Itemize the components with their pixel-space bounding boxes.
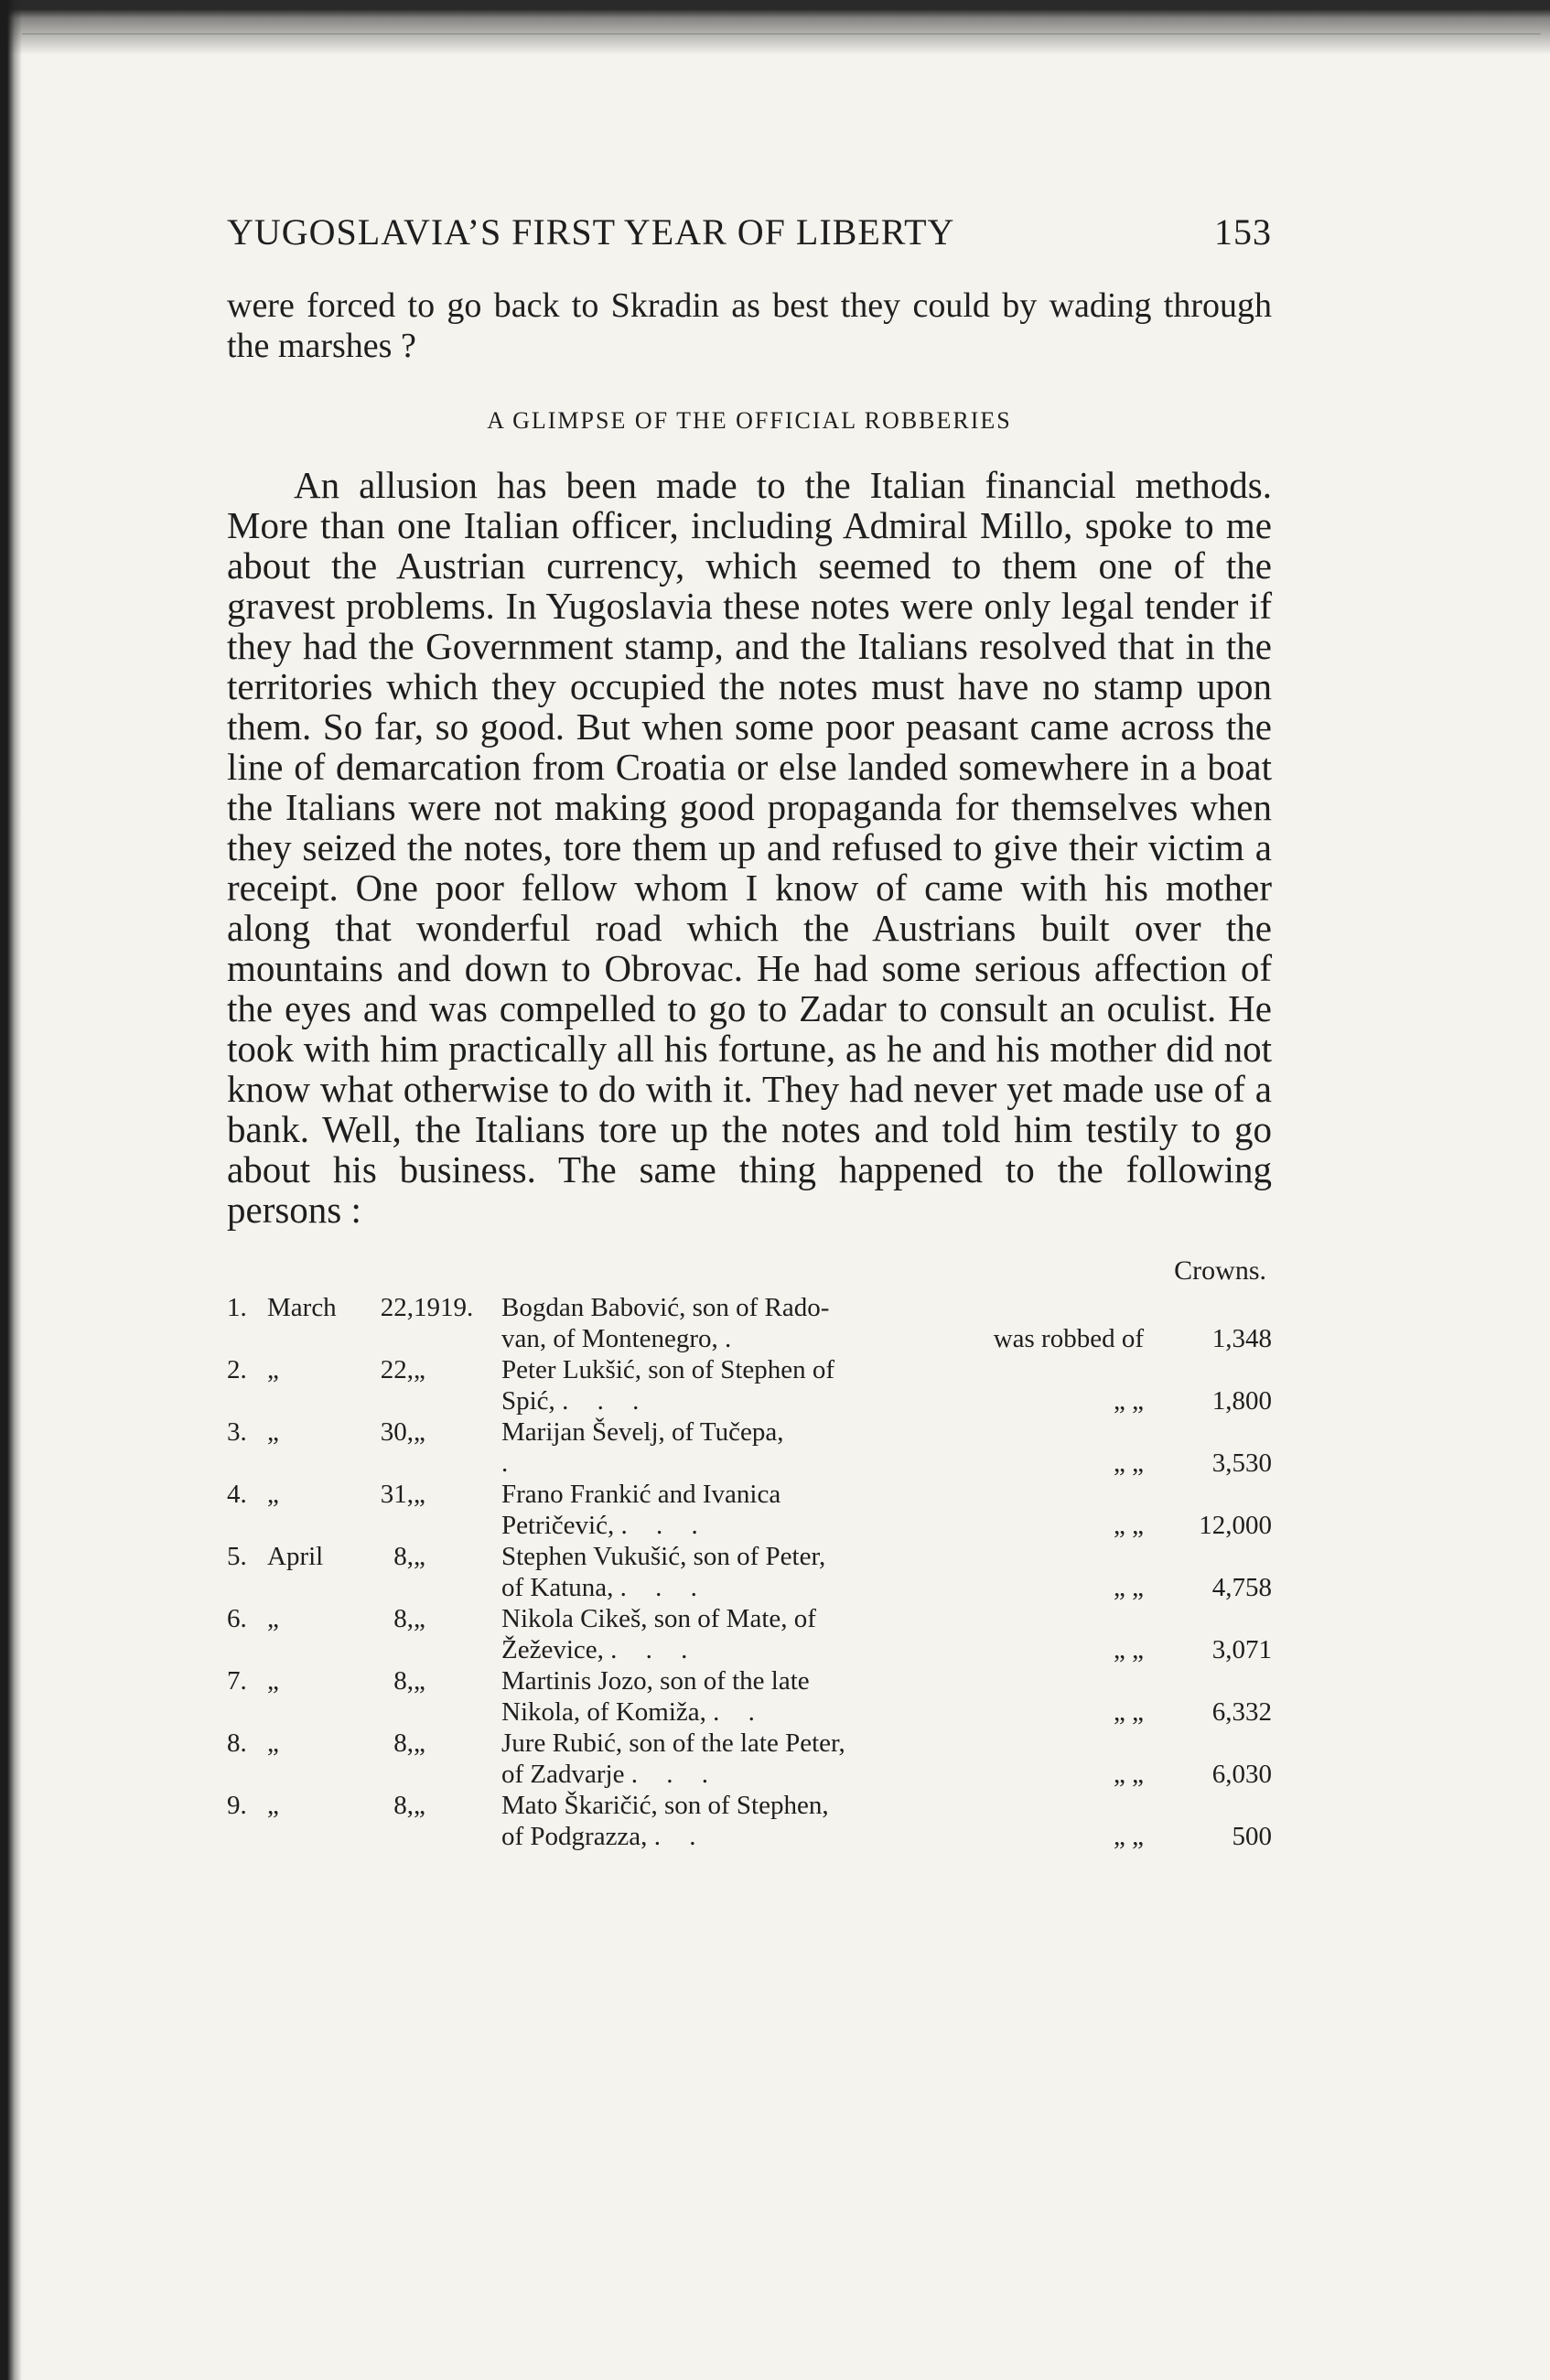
- victim-name: Bogdan Babović, son of Rado-: [501, 1293, 830, 1322]
- row-spacer: [961, 1479, 1144, 1510]
- amount-crowns: 12,000: [1199, 1511, 1272, 1540]
- victim-name: Frano Frankić and Ivanica: [501, 1480, 781, 1509]
- leader-dots: . . .: [630, 1760, 719, 1789]
- row-spacer: [227, 1572, 501, 1603]
- row-spacer: [961, 1292, 1144, 1323]
- row-spacer: [227, 1385, 501, 1416]
- robbed-label: „ „: [1114, 1822, 1144, 1851]
- row-spacer: [1144, 1541, 1272, 1572]
- row-spacer: [1144, 1479, 1272, 1510]
- robbed-label: was robbed of: [993, 1324, 1144, 1353]
- row-spacer: [961, 1354, 1144, 1385]
- page-number: 153: [1214, 211, 1272, 253]
- entry-year: „: [414, 1417, 425, 1447]
- entry-number: 2.: [227, 1355, 247, 1384]
- table-row-continued: [227, 1572, 1272, 1603]
- table-row: [227, 1354, 1272, 1385]
- leader-dots: .: [501, 1448, 520, 1478]
- row-spacer: [1144, 1292, 1272, 1323]
- entry-year: 1919.: [414, 1293, 474, 1322]
- table-row: [227, 1665, 1272, 1696]
- robbed-label: „ „: [1114, 1511, 1144, 1540]
- table-row-continued: [227, 1759, 1272, 1790]
- victim-origin: [501, 1448, 961, 1479]
- victim-origin-text: of Katuna,: [501, 1573, 614, 1602]
- entry-number: 9.: [227, 1791, 247, 1820]
- robbed-label: „ „: [1114, 1386, 1144, 1416]
- table-row: [227, 1541, 1272, 1572]
- victim-origin: [501, 1821, 961, 1852]
- entry-number: 5.: [227, 1542, 247, 1571]
- victim-name: Nikola Cikeš, son of Mate, of: [501, 1604, 816, 1633]
- victim-origin: [501, 1510, 961, 1541]
- running-header: [227, 210, 1272, 265]
- amount-crowns: 1,348: [1211, 1324, 1272, 1353]
- row-spacer: [961, 1603, 1144, 1634]
- row-spacer: [961, 1790, 1144, 1821]
- leader-dots: . .: [713, 1697, 766, 1727]
- victim-origin-text: Nikola, of Komiža,: [501, 1697, 706, 1727]
- scan-border-top: [0, 0, 1550, 55]
- victim-name: Mato Škaričić, son of Stephen,: [501, 1791, 829, 1820]
- victim-origin: [501, 1572, 961, 1603]
- victim-name: Jure Rubić, son of the late Peter,: [501, 1728, 845, 1758]
- amount-crowns: 1,800: [1211, 1386, 1272, 1416]
- entry-year: „: [414, 1542, 425, 1571]
- entry-day: 8,: [393, 1728, 414, 1758]
- table-row: [227, 1790, 1272, 1821]
- row-spacer: [1144, 1665, 1272, 1696]
- scan-rule-top: [22, 33, 1541, 35]
- entry-day: 8,: [393, 1666, 414, 1696]
- robbed-label: „ „: [1114, 1697, 1144, 1727]
- entry-day: 31,: [380, 1480, 414, 1509]
- table-row: [227, 1292, 1272, 1323]
- row-spacer: [227, 1323, 501, 1354]
- entry-month: „: [267, 1417, 279, 1447]
- row-spacer: [227, 1448, 501, 1479]
- robberies-rows: [227, 1292, 1272, 1852]
- row-spacer: [227, 1696, 501, 1728]
- leader-dots: . . .: [620, 1511, 709, 1540]
- row-spacer: [961, 1665, 1144, 1696]
- row-spacer: [227, 1821, 501, 1852]
- victim-origin: [501, 1385, 961, 1416]
- victim-origin-text: van, of Montenegro,: [501, 1324, 718, 1353]
- entry-day: 8,: [393, 1604, 414, 1633]
- entry-day: 22,: [380, 1355, 414, 1384]
- leader-dots: . . .: [610, 1635, 699, 1664]
- entry-day: 30,: [380, 1417, 414, 1447]
- table-row-continued: [227, 1448, 1272, 1479]
- row-spacer: [1144, 1603, 1272, 1634]
- row-spacer: [1144, 1416, 1272, 1448]
- entry-month: „: [267, 1480, 279, 1509]
- victim-origin-text: Spić,: [501, 1386, 555, 1416]
- entry-number: 4.: [227, 1480, 247, 1509]
- amount-crowns: 6,030: [1211, 1760, 1272, 1789]
- entry-month: „: [267, 1604, 279, 1633]
- robberies-list: [227, 1255, 1272, 1852]
- entry-year: „: [414, 1728, 425, 1758]
- entry-month: „: [267, 1666, 279, 1696]
- row-spacer: [1144, 1728, 1272, 1759]
- table-row-continued: [227, 1821, 1272, 1852]
- robbed-label: „ „: [1114, 1573, 1144, 1602]
- entry-year: „: [414, 1791, 425, 1820]
- entry-number: 1.: [227, 1293, 247, 1322]
- entry-day: 22,: [380, 1293, 414, 1322]
- entry-year: „: [414, 1355, 425, 1384]
- table-row-continued: [227, 1696, 1272, 1728]
- victim-origin-text: Petričević,: [501, 1511, 615, 1540]
- amount-crowns: 500: [1232, 1822, 1272, 1851]
- entry-day: 8,: [393, 1542, 414, 1571]
- leader-dots: . . .: [562, 1386, 651, 1416]
- victim-name: Martinis Jozo, son of the late: [501, 1666, 810, 1696]
- victim-origin: [501, 1696, 961, 1728]
- robbed-label: „ „: [1114, 1635, 1144, 1664]
- entry-number: 3.: [227, 1417, 247, 1447]
- victim-origin-text: of Podgrazza,: [501, 1822, 648, 1851]
- row-spacer: [961, 1541, 1144, 1572]
- entry-number: 7.: [227, 1666, 247, 1696]
- row-spacer: [1144, 1790, 1272, 1821]
- row-spacer: [1144, 1354, 1272, 1385]
- amount-crowns: 4,758: [1211, 1573, 1272, 1602]
- table-row: [227, 1479, 1272, 1510]
- victim-origin: [501, 1759, 961, 1790]
- body-text: An allusion has been made to the Italian financial methods. More than one Italian officer, including Admiral Millo, spoke to me about the Austrian currency, which seemed to them one of the gravest problems. In Yugoslavia these notes were only legal tender if they had the Government stamp, and the Italians resolved that in the territories which they occupied the notes must have no stamp upon them. So far, so good. But when some poor peasant came across the line of demarcation from Croatia or else landed somewhere in a boat the Italians were not making good propaganda for themselves when they seized the notes, tore them up and refused to give their victim a receipt. One poor fellow whom I know of came with his mother along that wonderful road which the Austrians built over the mountains and down to Obrovac. He had some serious affection of the eyes and was compelled to go to Zadar to consult an oculist. He took with him practically all his fortune, as he and his mother did not know what otherwise to do with it. They had never yet made use of a bank. Well, the Italians tore up the notes and told him testily to go about his business. The same thing happened to the following persons :: [227, 464, 1272, 1231]
- row-spacer: [227, 1759, 501, 1790]
- table-row: [227, 1728, 1272, 1759]
- entry-month: „: [267, 1355, 279, 1384]
- victim-name: Peter Lukšić, son of Stephen of: [501, 1355, 835, 1384]
- table-row-continued: [227, 1634, 1272, 1665]
- robberies-table: [227, 1292, 1272, 1852]
- robbed-label: „ „: [1114, 1760, 1144, 1789]
- table-row: [227, 1416, 1272, 1448]
- row-spacer: [227, 1510, 501, 1541]
- amount-crowns: 3,530: [1211, 1448, 1272, 1478]
- entry-day: 8,: [393, 1791, 414, 1820]
- victim-origin-text: Žeževice,: [501, 1635, 604, 1664]
- entry-year: „: [414, 1604, 425, 1633]
- victim-name: Stephen Vukušić, son of Peter,: [501, 1542, 826, 1571]
- entry-number: 8.: [227, 1728, 247, 1758]
- victim-origin: [501, 1634, 961, 1665]
- scan-border-left: [0, 0, 22, 2380]
- entry-month: March: [267, 1293, 337, 1322]
- table-row-continued: [227, 1323, 1272, 1354]
- entry-year: „: [414, 1666, 425, 1696]
- book-page: [227, 210, 1272, 1852]
- lead-text: were forced to go back to Skradin as best they could by wading through the marshes ?: [227, 286, 1272, 365]
- entry-month: April: [267, 1542, 324, 1571]
- entry-number: 6.: [227, 1604, 247, 1633]
- currency-header: Crowns.: [1174, 1255, 1266, 1286]
- entry-year: „: [414, 1480, 425, 1509]
- table-row: [227, 1603, 1272, 1634]
- entry-month: „: [267, 1791, 279, 1820]
- victim-name: Marijan Ševelj, of Tučepa,: [501, 1417, 784, 1447]
- victim-origin: [501, 1323, 961, 1354]
- row-spacer: [961, 1416, 1144, 1448]
- lead-paragraph: [227, 285, 1272, 366]
- row-spacer: [961, 1728, 1144, 1759]
- amount-crowns: 3,071: [1211, 1635, 1272, 1664]
- section-heading: A GLIMPSE OF THE OFFICIAL ROBBERIES: [487, 407, 1012, 434]
- robbed-label: „ „: [1114, 1448, 1144, 1478]
- table-row-continued: [227, 1510, 1272, 1541]
- amount-crowns: 6,332: [1211, 1697, 1272, 1727]
- leader-dots: .: [725, 1324, 743, 1353]
- leader-dots: . . .: [619, 1573, 708, 1602]
- leader-dots: . .: [653, 1822, 707, 1851]
- body-paragraph: [227, 465, 1272, 1230]
- running-title: YUGOSLAVIA’S FIRST YEAR OF LIBERTY: [227, 211, 955, 253]
- row-spacer: [227, 1634, 501, 1665]
- victim-origin-text: of Zadvarje: [501, 1760, 625, 1789]
- table-row-continued: [227, 1385, 1272, 1416]
- entry-month: „: [267, 1728, 279, 1758]
